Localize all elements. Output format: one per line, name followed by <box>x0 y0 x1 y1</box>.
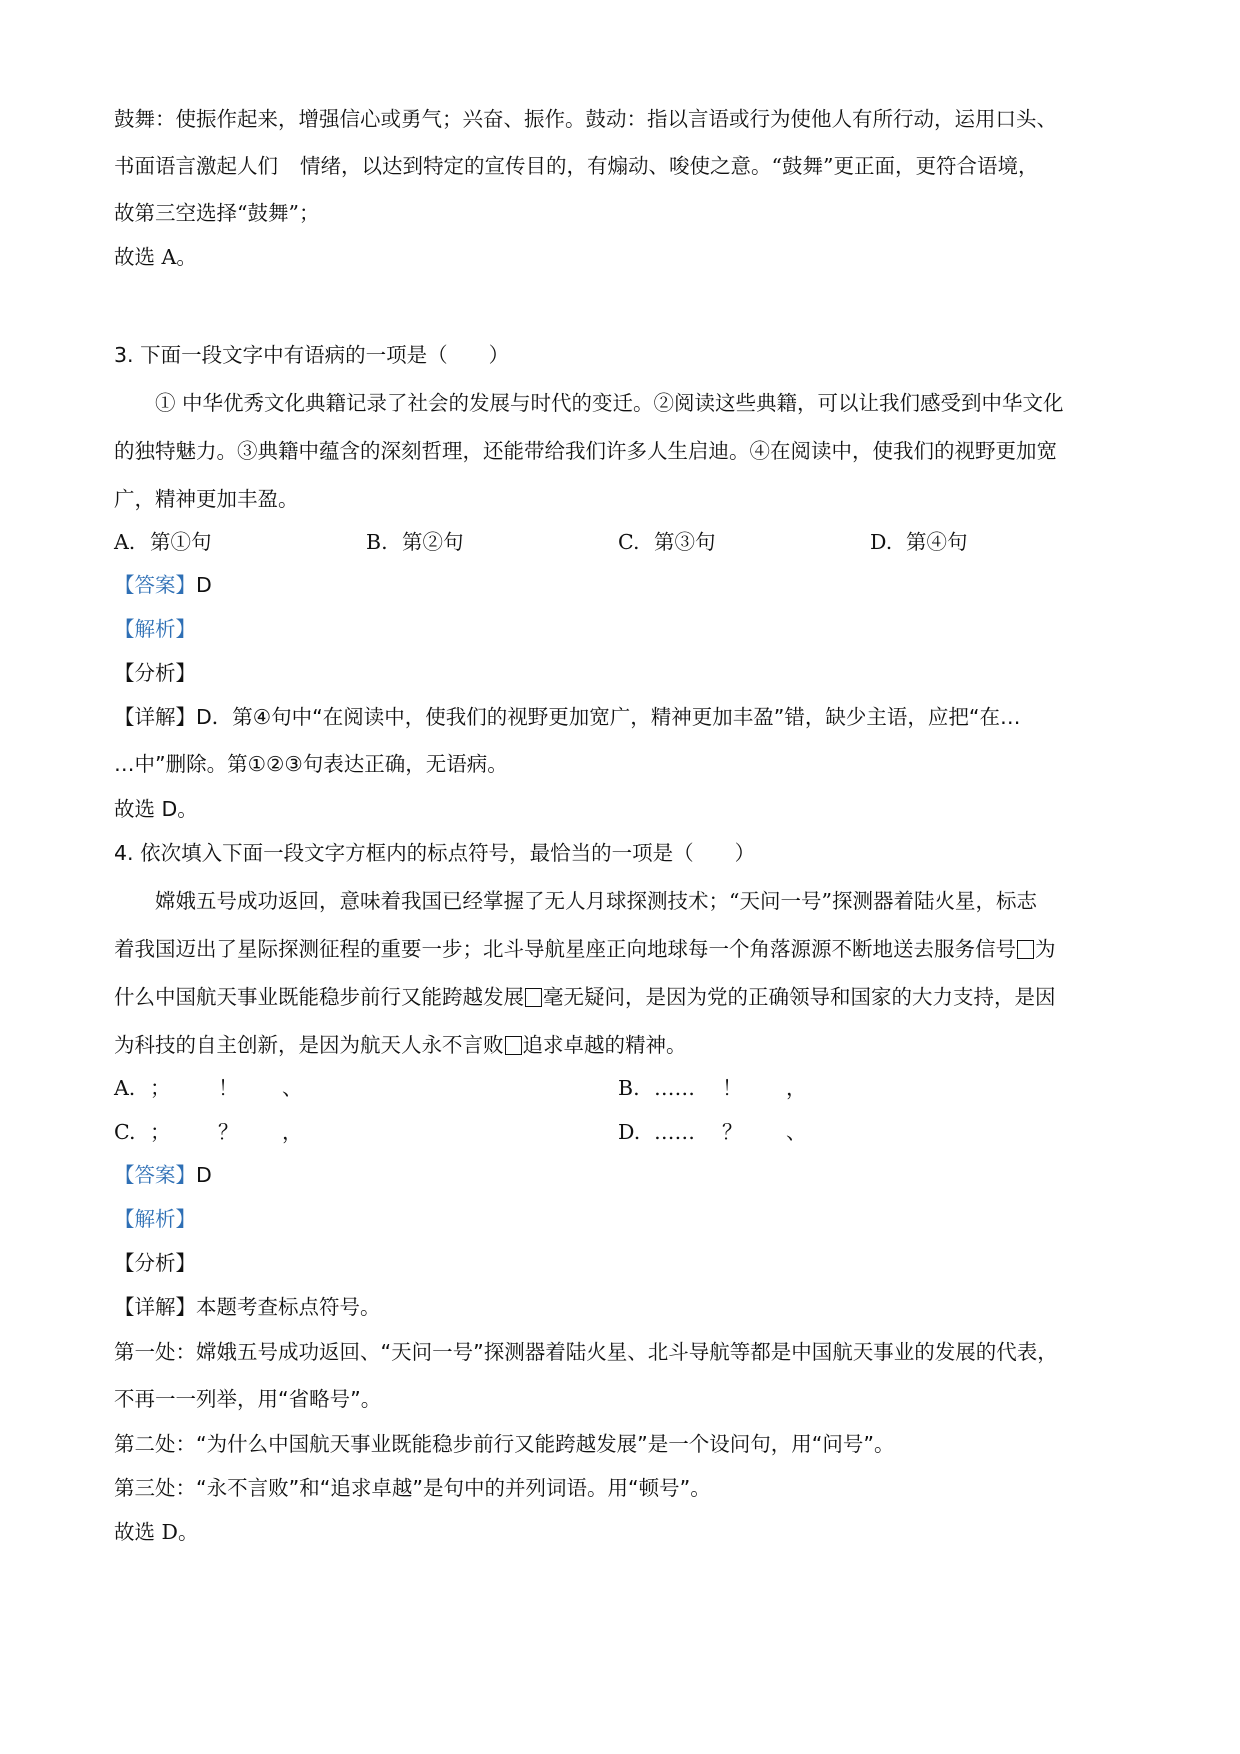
q3-title: 3. 下面一段文字中有语病的一项是（ ） <box>114 343 510 367</box>
q3-passage-line-3: 广，精神更加丰盈。 <box>114 487 299 511</box>
q3-detail-line-2: …中”删除。第①②③句表达正确，无语病。 <box>114 752 508 776</box>
q4-option-c: C. ； ？ ， <box>114 1120 303 1144</box>
q4-option-b: B. …… ！ ， <box>618 1076 807 1100</box>
q4-fenxi-tag: 【分析】 <box>114 1251 196 1275</box>
answer-value: D <box>196 573 212 597</box>
prev-explanation-line-3: 故第三空选择“鼓舞”； <box>114 201 320 225</box>
q3-analysis-tag: 【解析】 <box>114 617 196 641</box>
q3-option-b: B. 第②句 <box>366 530 464 554</box>
q4-option-d: D. …… ？ 、 <box>618 1120 807 1144</box>
blank-box-3 <box>505 1036 522 1055</box>
q4-passage-line-2: 着我国迈出了星际探测征程的重要一步；北斗导航星座正向地球每一个角落源源不断地送去服务信号 为 <box>114 937 1056 961</box>
answer-tag: 【答案】 <box>114 1163 196 1187</box>
q4-passage-line-1: 嫦娥五号成功返回，意味着我国已经掌握了无人月球探测技术；“天问一号”探测器着陆火星，标志 <box>155 889 1037 913</box>
prev-explanation-line-2: 书面语言激起人们 情绪，以达到特定的宣传目的，有煽动、唆使之意。“鼓舞”更正面，更符合语境， <box>114 154 1039 178</box>
blank-box-2 <box>525 988 542 1007</box>
q3-option-c: C. 第③句 <box>618 530 716 554</box>
q4-option-a: A. ； ！ 、 <box>114 1076 303 1100</box>
answer-tag: 【答案】 <box>114 573 196 597</box>
q4-analysis-tag: 【解析】 <box>114 1207 196 1231</box>
q4-title: 4. 依次填入下面一段文字方框内的标点符号，最恰当的一项是（ ） <box>114 841 756 865</box>
q3-option-a: A. 第①句 <box>114 530 212 554</box>
prev-conclusion: 故选 A。 <box>114 245 197 269</box>
q4-passage-line-4: 为科技的自主创新，是因为航天人永不言败 追求卓越的精神。 <box>114 1033 687 1057</box>
q3-fenxi-tag: 【分析】 <box>114 661 196 685</box>
q4-detail-intro: 【详解】本题考查标点符号。 <box>114 1295 381 1319</box>
q3-conclusion: 故选 D。 <box>114 797 198 821</box>
q4-passage-line-3: 什么中国航天事业既能稳步前行又能跨越发展 毫无疑问，是因为党的正确领导和国家的大力支持，是因 <box>114 985 1056 1009</box>
blank-box-1 <box>1017 940 1034 959</box>
q4-second-point: 第二处：“为什么中国航天事业既能稳步前行又能跨越发展”是一个设问句，用“问号”。 <box>114 1432 895 1456</box>
q4-conclusion: 故选 D。 <box>114 1520 199 1544</box>
q3-passage-line-1: ① 中华优秀文化典籍记录了社会的发展与时代的变迁。②阅读这些典籍，可以让我们感受到中华文化 <box>155 391 1064 415</box>
q3-detail-line-1: 【详解】D．第④句中“在阅读中，使我们的视野更加宽广，精神更加丰盈”错，缺少主语，应把“在… <box>114 705 1021 729</box>
q4-first-point-line-1: 第一处：嫦娥五号成功返回、“天问一号”探测器着陆火星、北斗导航等都是中国航天事业的发展的代表， <box>114 1340 1058 1364</box>
q3-answer <box>114 571 212 599</box>
q4-third-point: 第三处：“永不言败”和“追求卓越”是句中的并列词语。用“顿号”。 <box>114 1476 711 1500</box>
q4-answer <box>114 1161 212 1189</box>
q4-first-point-line-2: 不再一一列举，用“省略号”。 <box>114 1387 382 1411</box>
q3-option-d: D. 第④句 <box>870 530 968 554</box>
q3-passage-line-2: 的独特魅力。③典籍中蕴含的深刻哲理，还能带给我们许多人生启迪。④在阅读中，使我们的视野更加宽 <box>114 439 1057 463</box>
prev-explanation-line-1: 鼓舞：使振作起来，增强信心或勇气；兴奋、振作。鼓动：指以言语或行为使他人有所行动，运用口头、 <box>114 107 1057 131</box>
answer-value: D <box>196 1163 212 1187</box>
